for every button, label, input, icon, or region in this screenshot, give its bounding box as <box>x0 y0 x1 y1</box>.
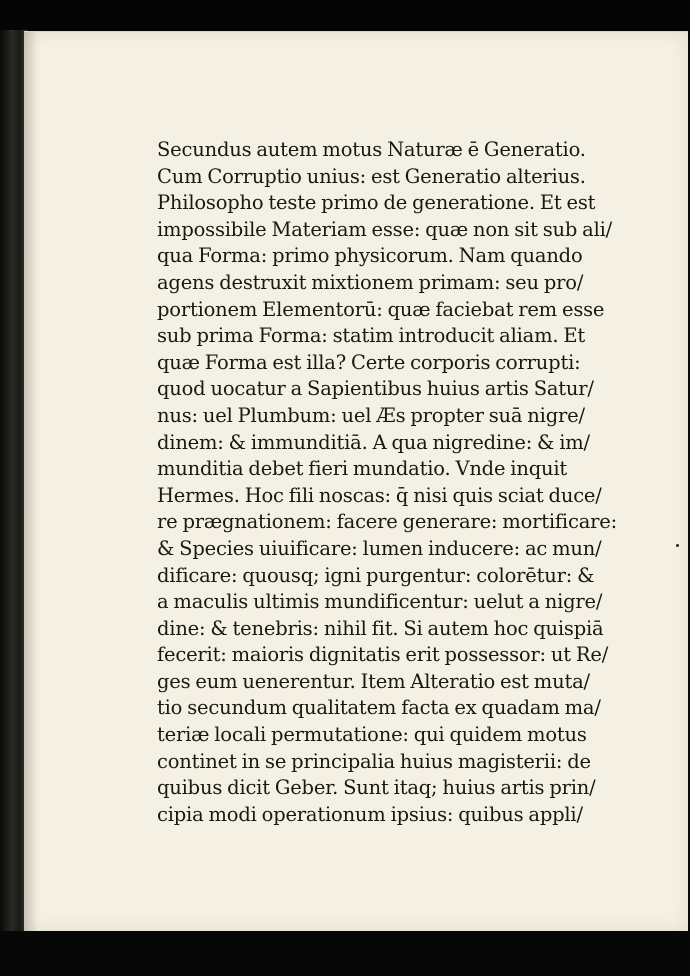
ink-speck <box>676 544 679 547</box>
text-line: teriæ locali permutatione: qui quidem motus <box>157 723 587 747</box>
text-line: quibus dicit Geber. Sunt itaq; huius artis prin/ <box>157 776 596 800</box>
text-line: dine: & tenebris: nihil fit. Si autem hoc quispiā <box>157 616 604 640</box>
text-line: cipia modi operationum ipsius: quibus appli/ <box>157 802 583 826</box>
text-line: tio secundum qualitatem facta ex quadam ma/ <box>157 696 601 720</box>
text-line: munditia debet fieri mundatio. Vnde inquit <box>157 457 568 481</box>
text-line: & Species uiuificare: lumen inducere: ac mun/ <box>157 536 602 560</box>
text-line: dinem: & immunditiā. A qua nigredine: & im/ <box>157 430 590 454</box>
text-line: sub prima Forma: statim introducit aliam. Et <box>157 324 586 348</box>
scan-background-bottom <box>0 931 690 976</box>
text-line: Philosopho teste primo de generatione. Et est <box>157 191 596 215</box>
book-page <box>24 31 688 932</box>
text-line: Cum Corruptio unius: est Generatio alterius. <box>157 164 586 188</box>
text-line: dificare: quousq; igni purgentur: colorētur: & <box>157 563 595 587</box>
text-line: fecerit: maioris dignitatis erit possessor: ut Re/ <box>157 643 609 667</box>
text-line: continet in se principalia huius magisterii: de <box>157 749 591 773</box>
text-line: quæ Forma est illa? Certe corporis corrupti: <box>157 350 581 374</box>
text-line: quod uocatur a Sapientibus huius artis Satur/ <box>157 377 594 401</box>
text-line: nus: uel Plumbum: uel Æs propter suā nigre/ <box>157 403 585 427</box>
text-line: ges eum uenerentur. Item Alteratio est mutа/ <box>157 669 590 693</box>
page-text-block <box>157 137 617 828</box>
text-line: a maculis ultimis mundificentur: uelut a nigre/ <box>157 590 603 614</box>
text-line: portionem Elementorū: quæ faciebat rem esse <box>157 297 605 321</box>
text-line: impossibile Materiam esse: quæ non sit sub ali/ <box>157 217 613 241</box>
text-line: Secundus autem motus Naturæ ē Generatio. <box>157 138 586 161</box>
text-line: agens destruxit mixtionem primam: seu pro/ <box>157 270 584 294</box>
gutter-shadow <box>24 32 38 932</box>
text-line: qua Forma: primo physicorum. Nam quando <box>157 244 583 268</box>
text-line: Hermes. Hoc fili noscas: q̄ nisi quis sciat duce/ <box>157 483 602 507</box>
text-line: re prægnationem: facere generare: mortificare: <box>157 510 617 534</box>
